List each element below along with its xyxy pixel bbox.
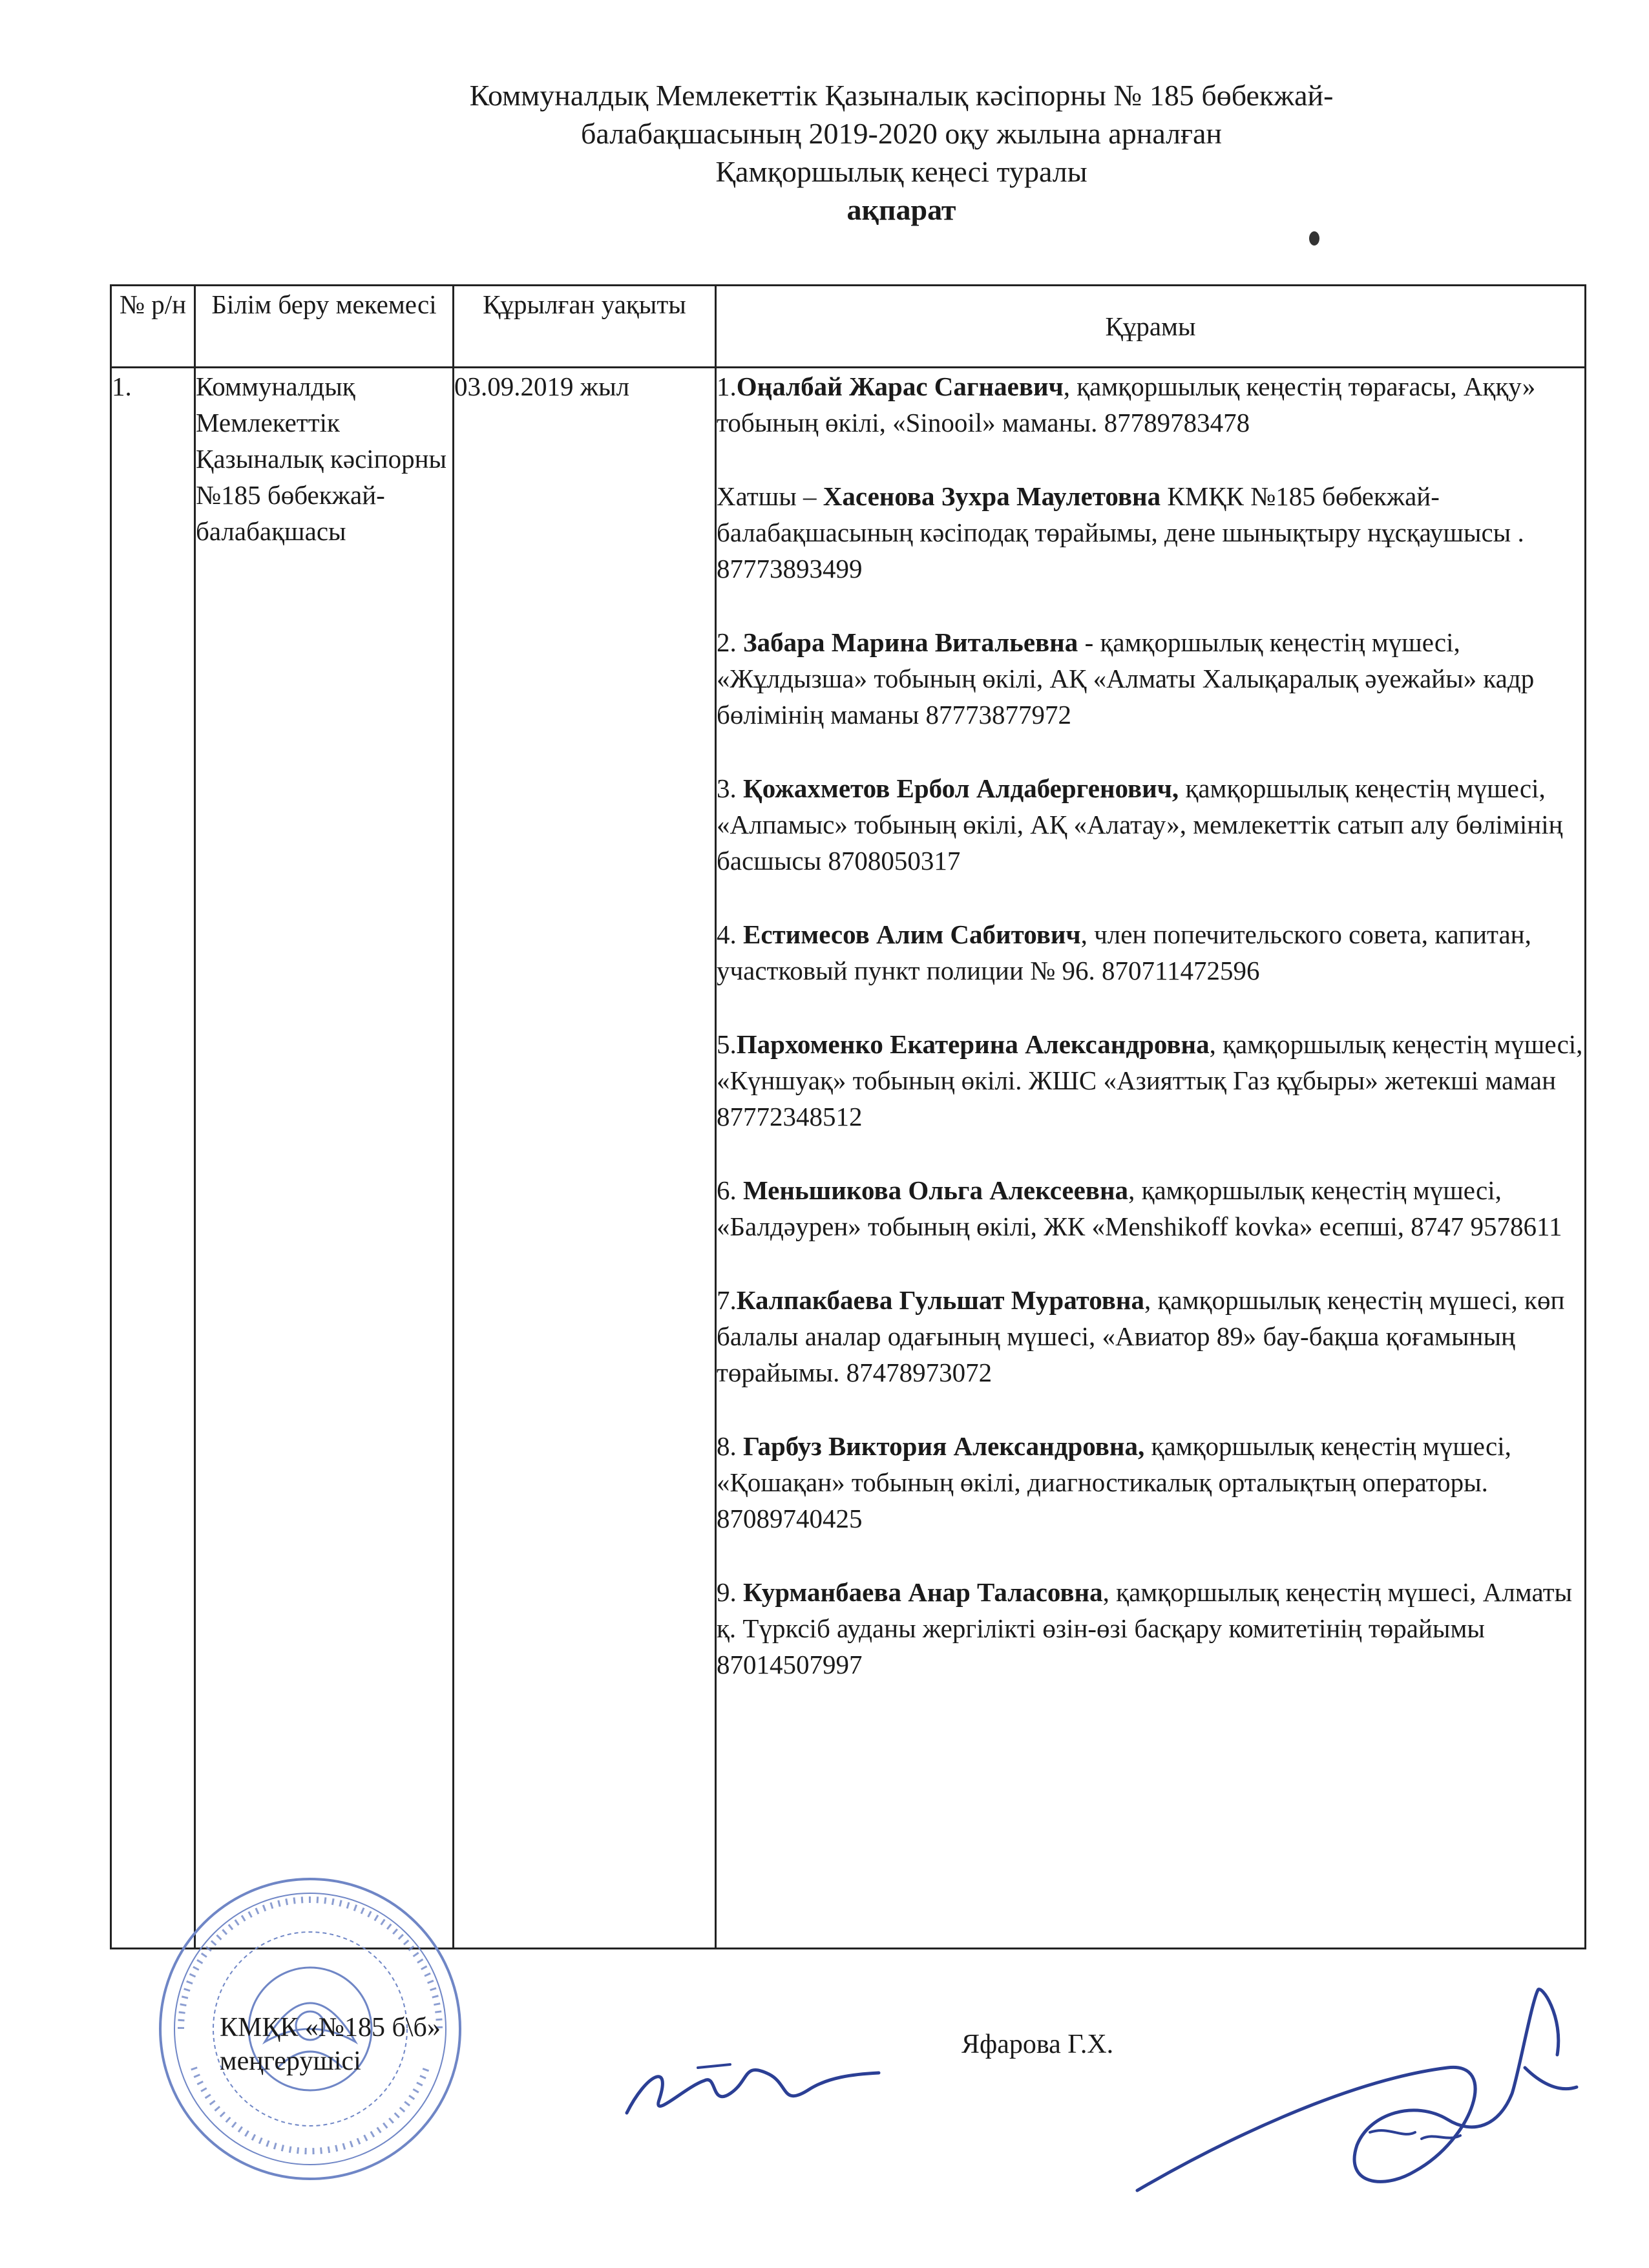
director-name: Яфарова Г.Х. (961, 2030, 1114, 2059)
member-prefix: 7. (717, 1285, 737, 1315)
row-number: 1. (111, 368, 195, 1949)
member-details: , қамқоршылық кеңестің мүшесі, «Күншуақ» тобының өкілі. ЖШС «Азияттық Газ құбыры» жетекші маман 87772348512 (717, 1029, 1583, 1131)
member-details: қамқоршылық кеңестің мүшесі, «Қошақан» тобының өкілі, диагностикалық орталықтың операторы. 87089740425 (717, 1431, 1511, 1533)
composition-cell (716, 368, 1586, 1949)
title-line-4: ақпарат (846, 193, 956, 226)
header-num: № р/н (111, 286, 195, 368)
member-prefix: 3. (717, 773, 743, 803)
header-institution: Білім беру мекемесі (195, 286, 454, 368)
member-name: Оңалбай Жарас Сагнаевич (736, 372, 1064, 401)
table-header-row (111, 286, 1586, 368)
second-signature (1111, 1977, 1590, 2236)
table-row (111, 368, 1586, 1949)
member-prefix: 2. (717, 627, 743, 657)
list-item (717, 624, 1584, 733)
list-item (717, 1574, 1584, 1683)
footer-position (220, 2011, 441, 2078)
member-details: , член попечительского совета, капитан, участковый пункт полиции № 96. 870711472596 (717, 919, 1531, 985)
title-line-1: Коммуналдық Мемлекеттік Қазыналық кәсіпорны № 185 бөбекжай- (469, 79, 1334, 112)
member-details: , қамқоршылық кеңестің мүшесі, «Балдәурен» тобының өкілі, ЖК «Menshikoff kovka» есепші, 8747 9578611 (717, 1175, 1562, 1241)
member-prefix: 6. (717, 1175, 743, 1205)
list-item (717, 916, 1584, 989)
title-line-3: Қамқоршылық кеңесі туралы (715, 155, 1087, 188)
list-item (717, 1282, 1584, 1391)
member-name: Қожахметов Ербол Алдабергенович, (743, 773, 1179, 803)
institution-cell: Коммуналдық Мемлекеттік Қазыналық кәсіпорны №185 бөбекжай-балабақшасы (195, 368, 454, 1949)
member-name: Естимесов Алим Сабитович (743, 919, 1081, 949)
member-details: , қамқоршылық кеңестің мүшесі, көп балалы аналар одағының мүшесі, «Авиатор 89» бау-бақша қоғамының төрайымы. 87478973072 (717, 1285, 1565, 1387)
title-line-2: балабақшасының 2019-2020 оқу жылына арналған (580, 117, 1223, 150)
list-item (717, 1428, 1584, 1537)
member-name: Калпакбаева Гульшат Муратовна (736, 1285, 1144, 1315)
list-item (717, 478, 1584, 587)
member-name: Курманбаева Анар Таласовна (743, 1577, 1103, 1607)
document-title (246, 76, 1557, 229)
member-prefix: 4. (717, 919, 743, 949)
member-prefix: Хатшы – (717, 481, 823, 511)
member-details: КМҚК №185 бөбекжай-балабақшасының кәсіподақ төрайымы, дене шынықтыру нұсқаушысы . 87773893499 (717, 481, 1524, 583)
council-table (110, 284, 1586, 1949)
member-prefix: 1. (717, 372, 737, 401)
member-prefix: 9. (717, 1577, 743, 1607)
date-cell: 03.09.2019 жыл (454, 368, 716, 1949)
footer-org-line1: КМҚК «№185 б\б» (220, 2013, 441, 2042)
member-details: , қамқоршылық кеңестің мүшесі, Алматы қ. Түрксіб ауданы жергілікті өзін-өзі басқару комитетінің төрайымы 87014507997 (717, 1577, 1573, 1679)
list-item (717, 1172, 1584, 1244)
member-list (717, 368, 1584, 1683)
director-signature (620, 2035, 892, 2132)
member-prefix: 5. (717, 1029, 737, 1059)
member-prefix: 8. (717, 1431, 743, 1461)
list-item (717, 368, 1584, 441)
member-name: Хасенова Зухра Маулетовна (823, 481, 1161, 511)
ink-spot (1309, 231, 1319, 246)
list-item (717, 1026, 1584, 1135)
member-details: қамқоршылық кеңестің мүшесі, «Алпамыс» тобының өкілі, АҚ «Алатау», мемлекеттік сатып алу бөлімінің басшысы 8708050317 (717, 773, 1563, 876)
header-composition: Құрамы (716, 286, 1586, 368)
header-created: Құрылған уақыты (454, 286, 716, 368)
member-name: Меньшикова Ольга Алексеевна (743, 1175, 1129, 1205)
member-details: , қамқоршылық кеңестің төрағасы, Аққу» тобының өкілі, «Sinooil» маманы. 87789783478 (717, 372, 1536, 437)
member-name: Пархоменко Екатерина Александровна (736, 1029, 1210, 1059)
member-name: Гарбуз Виктория Александровна, (743, 1431, 1145, 1461)
member-name: Забара Марина Витальевна (743, 627, 1078, 657)
footer-org-line2: меңгерушісі (220, 2046, 361, 2076)
list-item (717, 770, 1584, 879)
member-details: - қамқоршылық кеңестің мүшесі, «Жұлдызша» тобының өкілі, АҚ «Алматы Халықаралық әуежайы» кадр бөлімінің маманы 87773877972 (717, 627, 1535, 730)
